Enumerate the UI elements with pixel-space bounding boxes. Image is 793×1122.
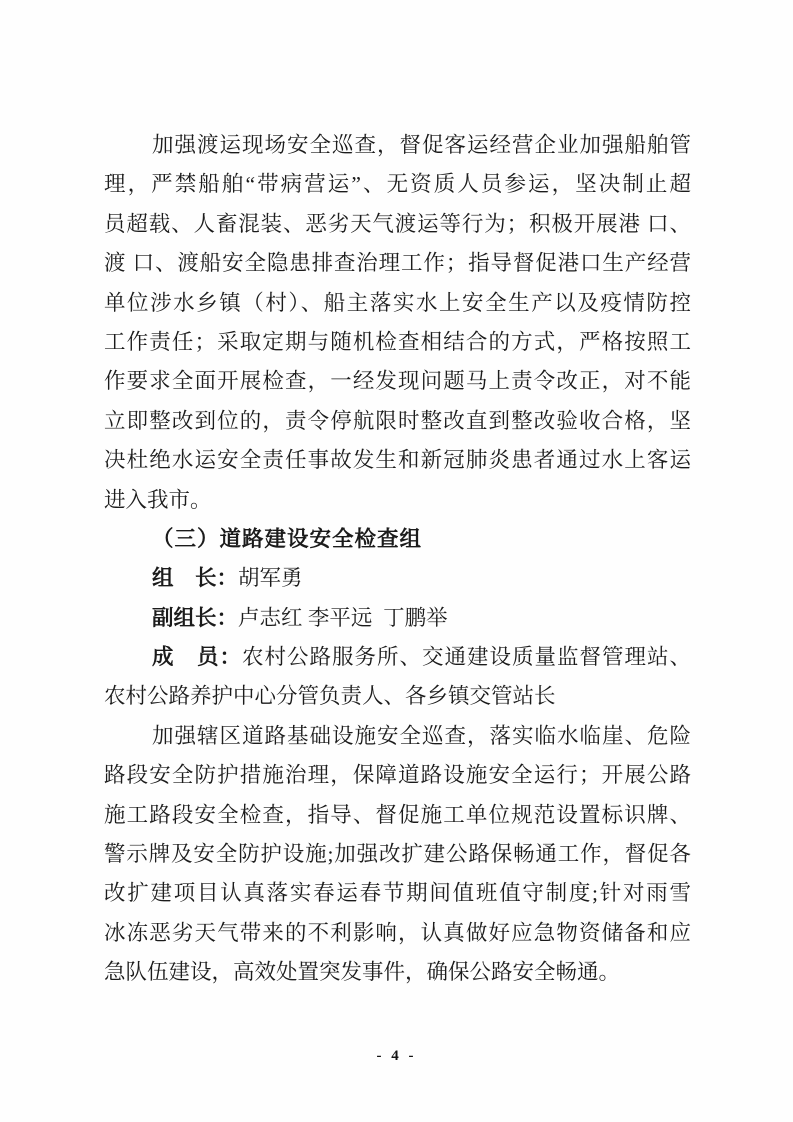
paragraph-ferry-safety [104,126,691,520]
paragraph-line: 加强渡运现场安全巡查，督促客运经营企业加强船舶管 [152,133,691,157]
role-deputy [104,599,691,638]
paragraph-line: 警示牌及安全防护设施;加强改扩建公路保畅通工作，督促各 [104,842,691,867]
paragraph-line: 员超载、人畜混装、恶劣天气渡运等行为；积极开展港 口、 [104,211,691,236]
paragraph-line: 施工路段安全检查，指导、督促施工单位规范设置标识牌、 [104,802,691,827]
paragraph-line: 单位涉水乡镇（村）、船主落实水上安全生产以及疫情防控 [104,290,691,315]
paragraph-line: 决杜绝水运安全责任事故发生和新冠肺炎患者通过水上客运 [104,448,691,473]
role-members-value: 农村公路服务所、交通建设质量监督管理站、 [242,645,691,670]
role-leader-value: 胡军勇 [238,566,303,591]
text-block [104,126,691,993]
paragraph-road-safety [104,717,691,993]
role-deputy-label: 副组长： [152,605,239,630]
paragraph-line: 进入我市。 [104,487,212,512]
page-number: - 4 - [376,1048,417,1064]
paragraph-line: 工作责任；采取定期与随机检查相结合的方式，严格按照工 [104,329,691,354]
paragraph-line: 作要求全面开展检查，一经发现问题马上责令改正，对不能 [104,369,691,394]
paragraph-line: 加强辖区道路基础设施安全巡查，落实临水临崖、危险 [152,723,691,748]
paragraph-line: 冰冻恶劣天气带来的不利影响，认真做好应急物资储备和应 [104,920,691,945]
section-heading: （三）道路建设安全检查组 [152,526,423,551]
paragraph-line: 改扩建项目认真落实春运春节期间值班值守制度;针对雨雪 [104,881,691,906]
role-leader [104,559,691,598]
role-members-label: 成 员： [152,645,242,670]
paragraph-line: 立即整改到位的，责令停航限时整改直到整改验收合格，坚 [104,408,691,433]
paragraph-line: 路段安全防护措施治理，保障道路设施安全运行；开展公路 [104,763,691,788]
role-members [104,638,691,677]
role-members-continuation: 农村公路养护中心分管负责人、各乡镇交管站长 [104,684,556,709]
paragraph-line: 渡 口、渡船安全隐患排查治理工作；指导督促港口生产经营 [104,251,691,276]
role-deputy-value: 卢志红 李平远 丁鹏举 [238,605,448,630]
paragraph-line: 理，严禁船舶“带病营运”、无资质人员参运，坚决制止超 [104,172,691,197]
paragraph-line: 急队伍建设，高效处置突发事件，确保公路安全畅通。 [104,960,621,985]
role-leader-label: 组 长： [152,566,239,591]
